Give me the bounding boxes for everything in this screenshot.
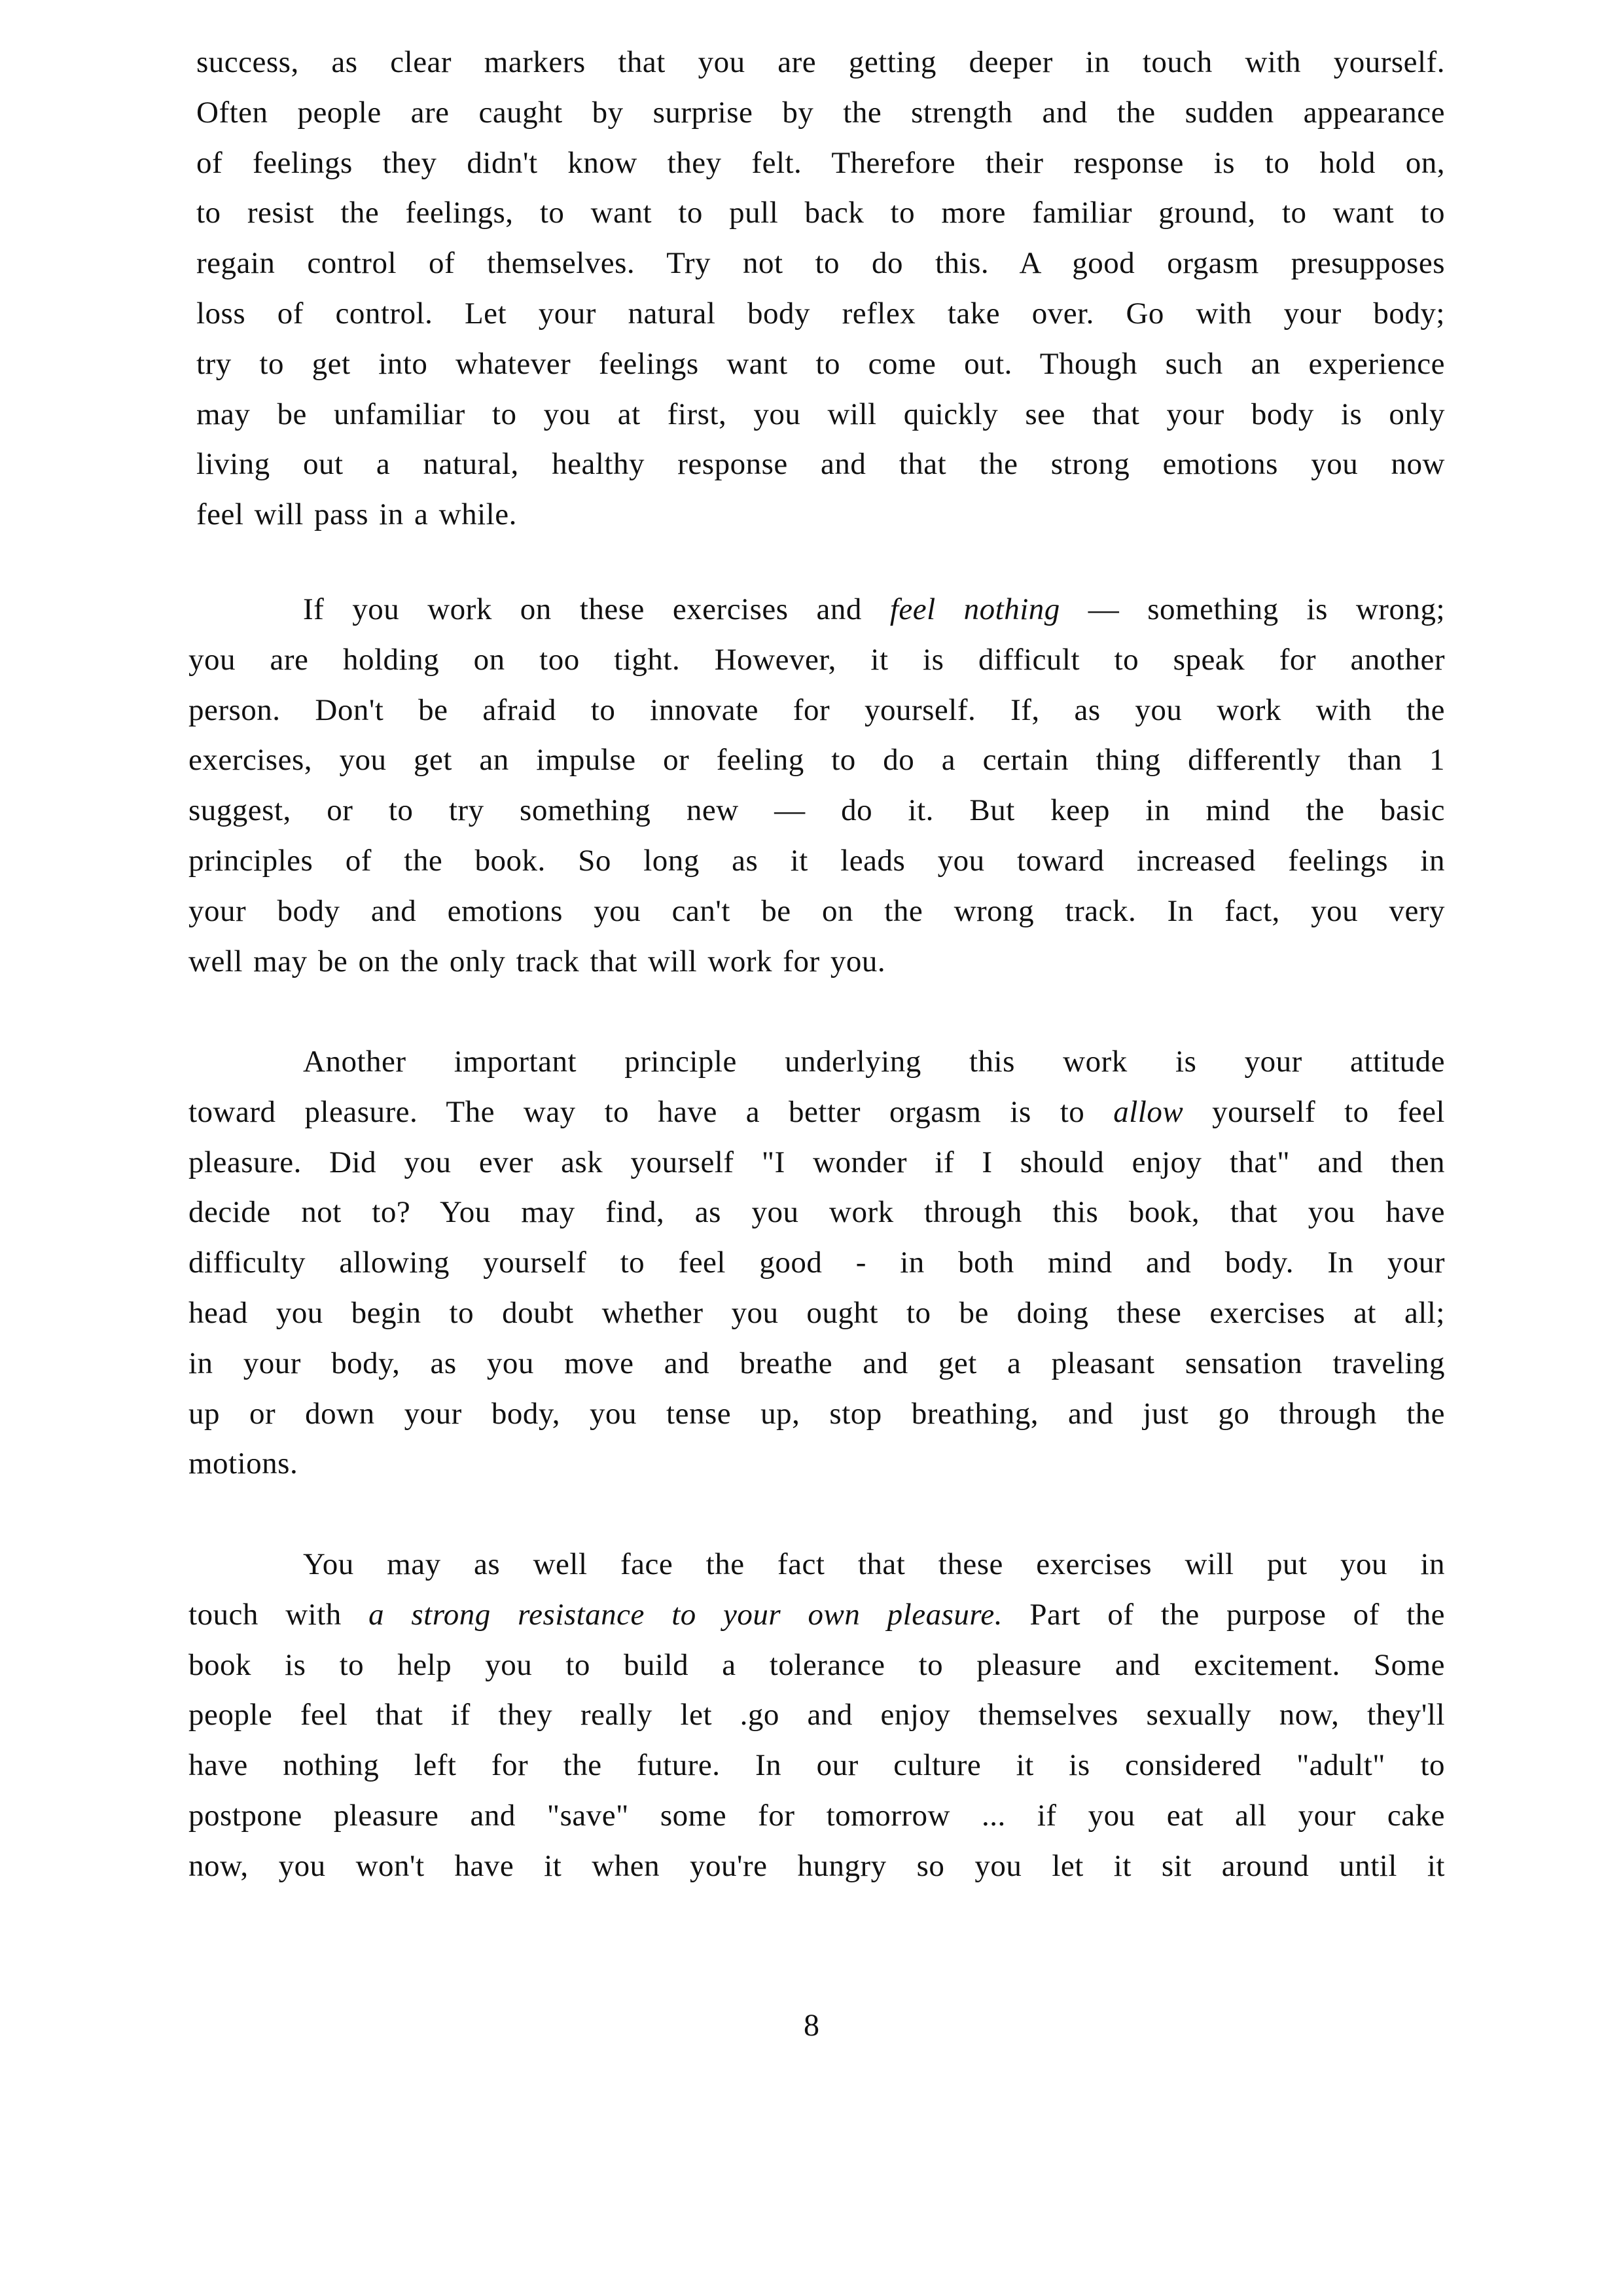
text-line: of feelings they didn't know they felt. Therefore their response is to hold on, bbox=[196, 145, 1445, 180]
paragraph-4 bbox=[188, 1539, 1445, 1892]
emphasis-text: allow bbox=[1113, 1094, 1184, 1129]
text-line: you are holding on too tight. However, it is difficult to speak for another bbox=[188, 642, 1445, 677]
text-run: yourself to feel bbox=[1183, 1094, 1445, 1129]
text-line: success, as clear markers that you are getting deeper in touch with yourself. bbox=[196, 45, 1445, 79]
text-line: your body and emotions you can't be on the wrong track. In fact, you very bbox=[188, 893, 1445, 928]
text-run: touch with bbox=[188, 1597, 369, 1632]
text-line: feel will pass in a while. bbox=[196, 497, 517, 532]
text-line: You may as well face the fact that these exercises will put you in bbox=[303, 1547, 1445, 1581]
text-line bbox=[188, 584, 1445, 635]
text-line: in your body, as you move and breathe and get a pleasant sensation traveling bbox=[188, 1346, 1445, 1380]
text-line: living out a natural, healthy response and that the strong emotions you now bbox=[196, 447, 1445, 482]
text-line: people feel that if they really let .go and enjoy themselves sexually now, they'll bbox=[188, 1698, 1445, 1732]
text-run: Part of the purpose of the bbox=[1003, 1597, 1445, 1632]
text-line: now, you won't have it when you're hungry so you let it sit around until it bbox=[188, 1848, 1445, 1883]
text-line: head you begin to doubt whether you ought to be doing these exercises at all; bbox=[188, 1295, 1445, 1330]
emphasis-text: feel nothing bbox=[889, 592, 1060, 626]
text-line: may be unfamiliar to you at first, you will quickly see that your body is only bbox=[196, 397, 1445, 431]
paragraph-1 bbox=[196, 37, 1445, 540]
text-line: to resist the feelings, to want to pull back to more familiar ground, to want to bbox=[196, 196, 1445, 230]
text-line: pleasure. Did you ever ask yourself "I wonder if I should enjoy that" and then bbox=[188, 1145, 1445, 1179]
text-line: well may be on the only track that will work for you. bbox=[188, 944, 886, 978]
text-line bbox=[188, 1590, 1445, 1640]
text-line: difficulty allowing yourself to feel good - in both mind and body. In your bbox=[188, 1246, 1445, 1280]
text-run: If you work on these exercises and bbox=[303, 592, 890, 626]
text-line: loss of control. Let your natural body reflex take over. Go with your body; bbox=[196, 296, 1445, 331]
text-line: Often people are caught by surprise by the strength and the sudden appearance bbox=[196, 95, 1445, 130]
text-line: suggest, or to try something new — do it. But keep in mind the basic bbox=[188, 793, 1445, 828]
text-line bbox=[188, 1087, 1445, 1138]
text-line: decide not to? You may find, as you work through this book, that you have bbox=[188, 1195, 1445, 1230]
text-line: motions. bbox=[188, 1446, 298, 1481]
paragraph-2 bbox=[188, 584, 1445, 986]
text-line: up or down your body, you tense up, stop breathing, and just go through the bbox=[188, 1396, 1445, 1431]
text-line: regain control of themselves. Try not to do this. A good orgasm presupposes bbox=[196, 246, 1445, 281]
text-line: try to get into whatever feelings want to come out. Though such an experience bbox=[196, 346, 1445, 381]
page-number: 8 bbox=[804, 2008, 819, 2043]
emphasis-text: a strong resistance to your own pleasure. bbox=[368, 1597, 1003, 1632]
text-run: toward pleasure. The way to have a better orgasm is to bbox=[188, 1094, 1114, 1129]
text-line: have nothing left for the future. In our culture it is considered "adult" to bbox=[188, 1748, 1445, 1783]
text-line: book is to help you to build a tolerance to pleasure and excitement. Some bbox=[188, 1647, 1445, 1682]
text-run: — something is wrong; bbox=[1060, 592, 1446, 626]
text-line: person. Don't be afraid to innovate for yourself. If, as you work with the bbox=[188, 692, 1445, 727]
text-line: Another important principle underlying this work is your attitude bbox=[303, 1045, 1445, 1079]
paragraph-3 bbox=[188, 1037, 1445, 1489]
text-line: postpone pleasure and "save" some for tomorrow ... if you eat all your cake bbox=[188, 1798, 1445, 1833]
text-line: principles of the book. So long as it leads you toward increased feelings in bbox=[188, 843, 1445, 878]
text-line: exercises, you get an impulse or feeling to do a certain thing differently than 1 bbox=[188, 743, 1445, 778]
